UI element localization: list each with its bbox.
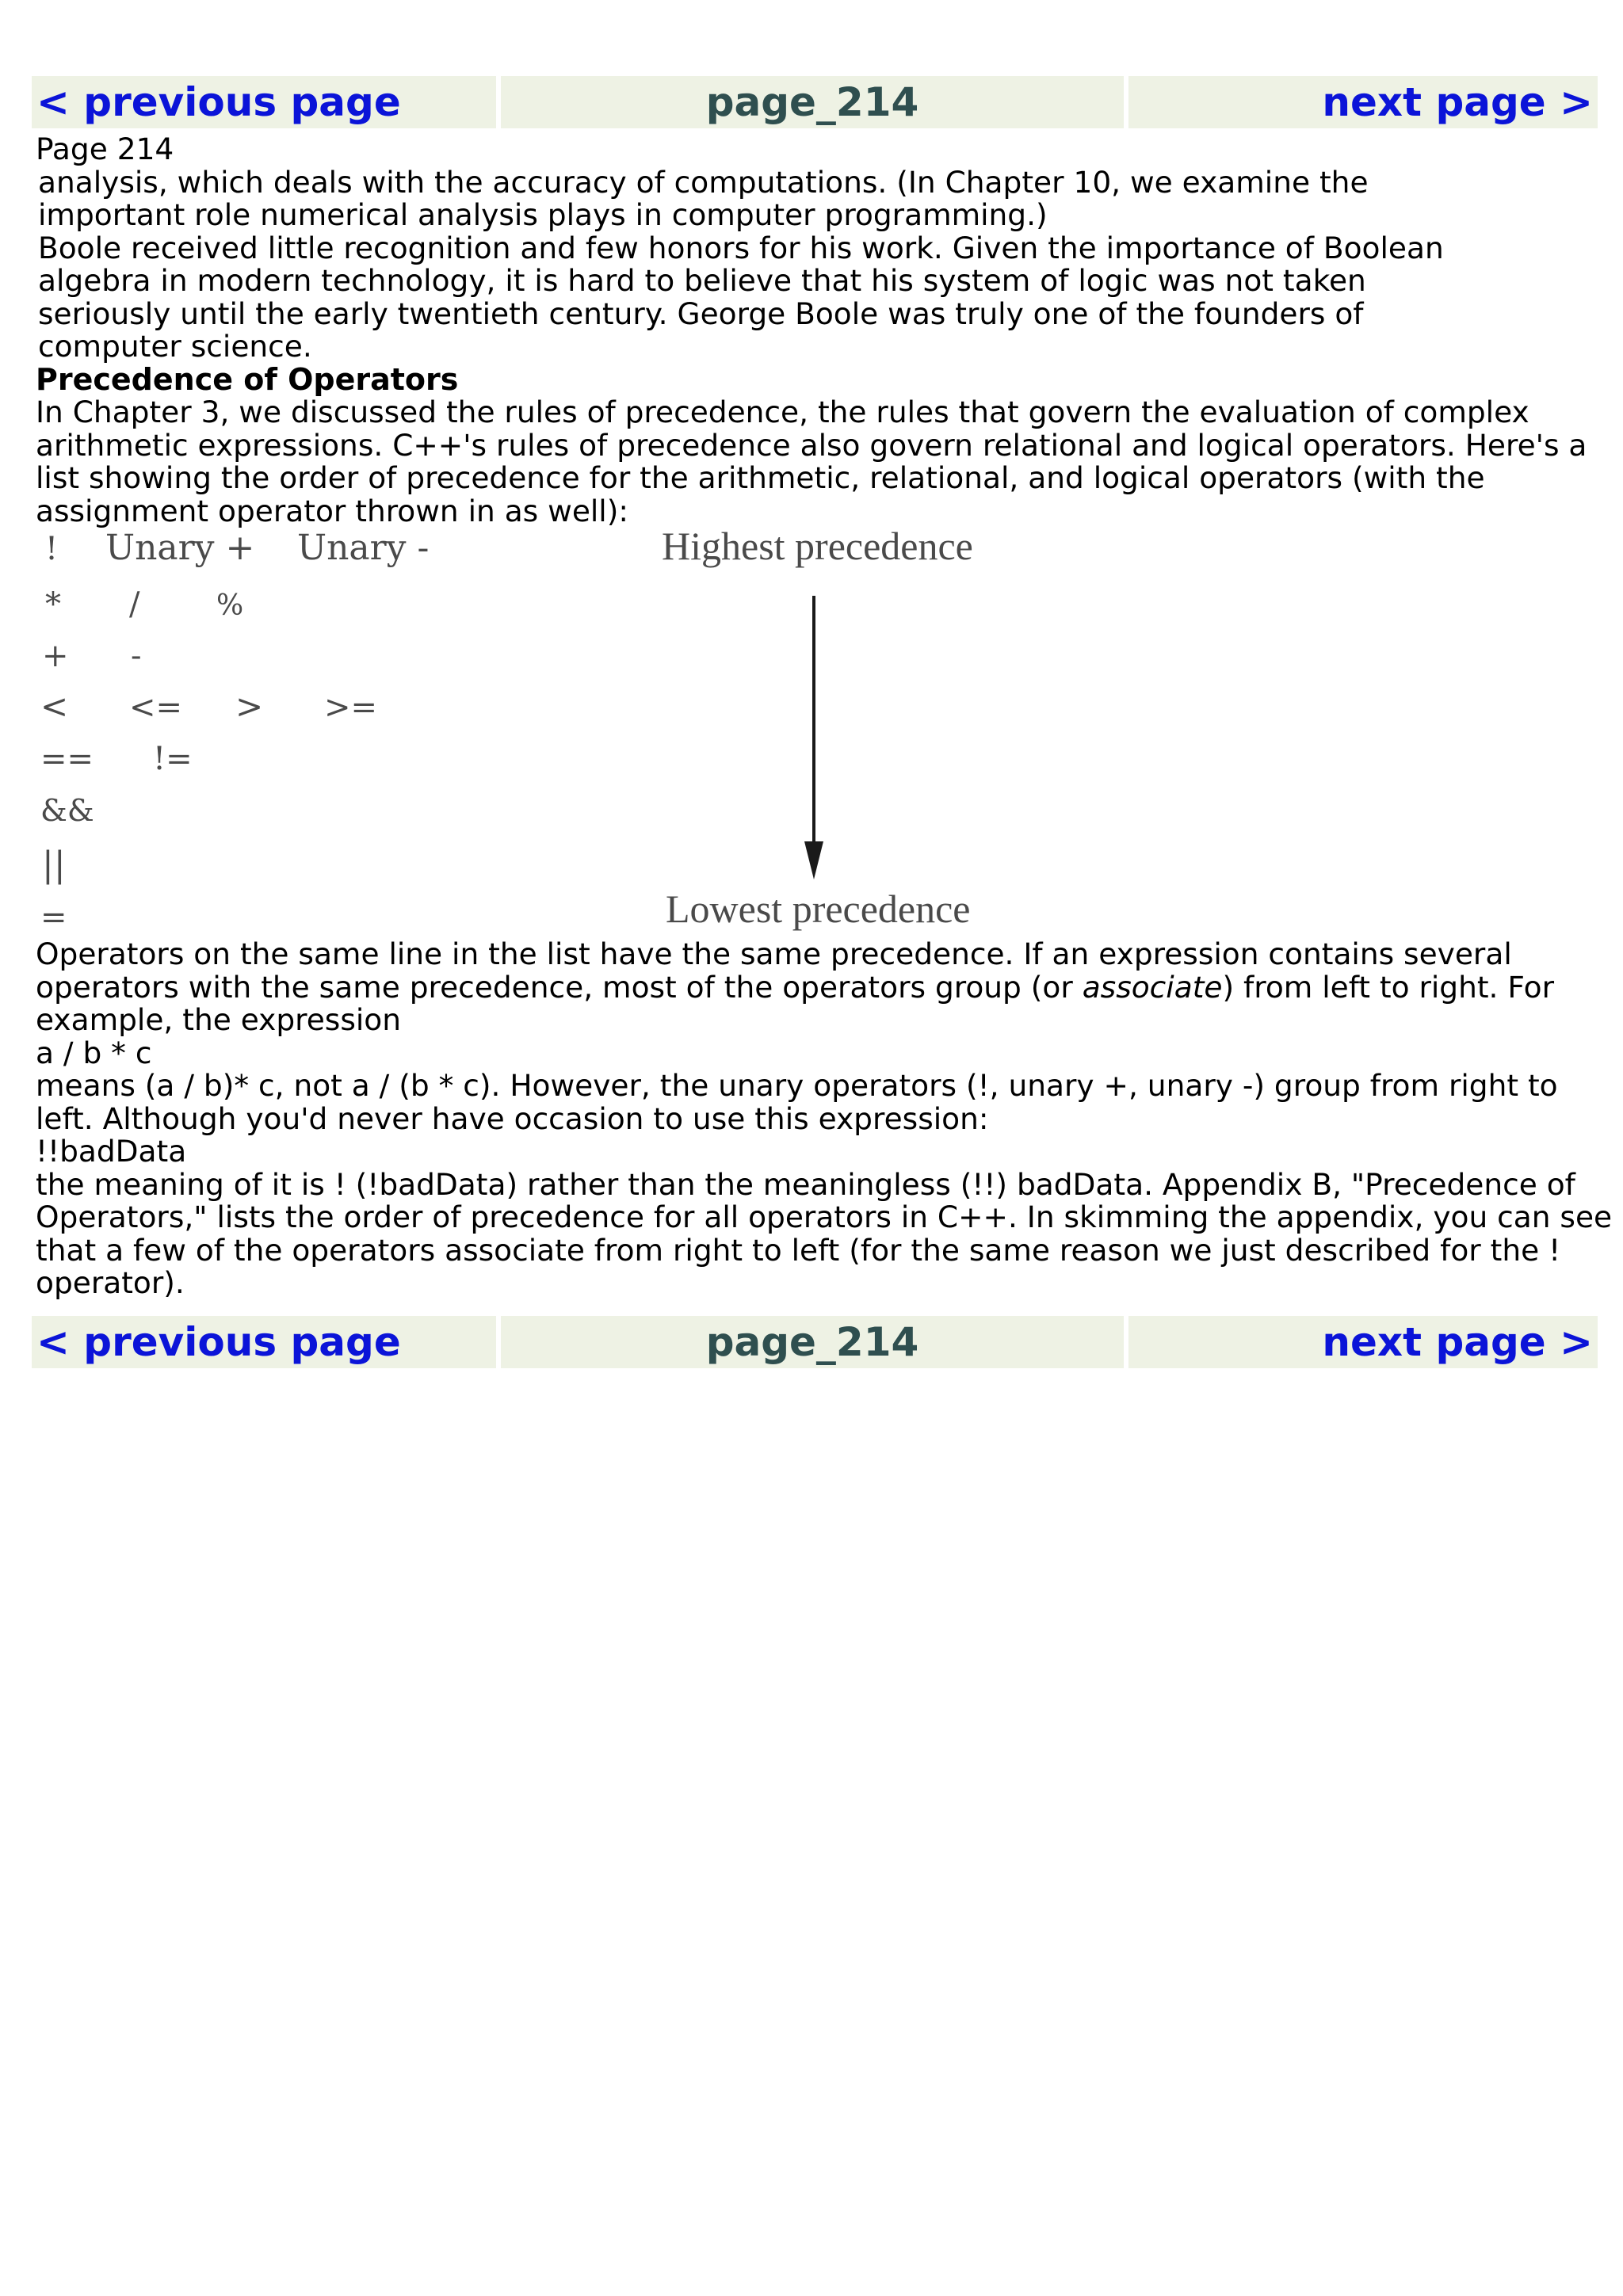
operator-modulus: % [216, 589, 244, 622]
explanation-paragraph [36, 1070, 1589, 1135]
text-line: operator). [36, 1265, 185, 1300]
operator-logical-and: && [40, 793, 94, 828]
top-navigation-bar [32, 76, 1598, 128]
text-line: example, the expression [36, 1002, 401, 1037]
code-example-baddata: !!badData [36, 1134, 187, 1169]
text-line [36, 971, 1589, 1005]
text-line: arithmetic expressions. C++'s rules of precedence also govern relational and logical operators. Here's a [36, 427, 1587, 463]
text-line: In Chapter 3, we discussed the rules of precedence, the rules that govern the evaluation of complex [36, 395, 1529, 429]
arrow-down-icon [804, 841, 823, 879]
text-line: algebra in modern technology, it is hard to believe that his system of logic was not taken [38, 263, 1366, 298]
highest-precedence-label: Highest precedence [662, 528, 973, 568]
intro-paragraph [36, 166, 1589, 364]
text-line: list showing the order of precedence for the arithmetic, relational, and logical operators (with the [36, 460, 1485, 495]
closing-paragraph [36, 1166, 1613, 1300]
operator-add: + [42, 638, 69, 674]
previous-page-link[interactable]: < previous page [32, 76, 496, 128]
operator-greater-than: > [235, 687, 264, 726]
section-heading: Precedence of Operators [36, 361, 459, 397]
page-header: Page 214 [36, 132, 174, 166]
bottom-navigation-bar [32, 1316, 1598, 1368]
operator-unary-minus: Unary - [297, 528, 430, 568]
section-intro-paragraph [36, 396, 1589, 528]
operator-unary-plus: Unary + [105, 528, 255, 568]
text-line: analysis, which deals with the accuracy of computations. (In Chapter 10, we examine the [38, 164, 1369, 200]
precedence-figure [36, 528, 1145, 938]
next-page-link[interactable]: next page > [1128, 1316, 1598, 1368]
text-segment: operators with the same precedence, most of the operators group (or [36, 969, 1083, 1005]
operator-less-than: < [40, 687, 69, 726]
italic-term: associate [1082, 969, 1223, 1005]
page-indicator: page_214 [501, 76, 1124, 128]
page-content [36, 132, 1613, 1300]
operator-not-equal: != [153, 741, 193, 777]
text-line: Operators on the same line in the list have the same precedence. If an expression contains several [36, 936, 1512, 971]
page-indicator: page_214 [501, 1316, 1124, 1368]
code-example-expression: a / b * c [36, 1035, 152, 1070]
text-line: computer science. [38, 329, 312, 364]
text-line: assignment operator thrown in as well): [36, 493, 628, 528]
text-line: Boole received little recognition and few honors for his work. Given the importance of Boolean [38, 230, 1444, 265]
previous-page-link[interactable]: < previous page [32, 1316, 496, 1368]
operator-less-equal: <= [129, 689, 183, 726]
operator-not: ! [45, 531, 59, 567]
operator-multiply: * [45, 586, 61, 623]
next-page-link[interactable]: next page > [1128, 76, 1598, 128]
operators-paragraph [36, 938, 1589, 1037]
operator-assignment: = [40, 899, 67, 936]
text-line: seriously until the early twentieth century. George Boole was truly one of the founders of [38, 296, 1364, 331]
lowest-precedence-label: Lowest precedence [666, 887, 971, 931]
text-segment: ) from left to right. For [1222, 969, 1554, 1005]
text-line: important role numerical analysis plays in computer programming.) [38, 197, 1048, 232]
operator-subtract: - [131, 638, 142, 674]
text-line: that a few of the operators associate from right to left (for the same reason we just described for the ! [36, 1232, 1561, 1268]
text-line: the meaning of it is ! (!badData) rather than the meaningless (!!) badData. Appendix B, "Precedence of [36, 1166, 1575, 1202]
operator-greater-equal: >= [324, 689, 378, 726]
operator-equal: == [40, 741, 94, 777]
operator-logical-or: || [42, 845, 66, 885]
text-line: left. Although you'd never have occasion to use this expression: [36, 1100, 989, 1136]
text-line: means (a / b)* c, not a / (b * c). However, the unary operators (!, unary +, unary -) group from right to [36, 1068, 1558, 1103]
text-line: Operators," lists the order of precedence for all operators in C++. In skimming the appendix, you can see [36, 1199, 1613, 1234]
operator-divide: / [129, 586, 140, 623]
